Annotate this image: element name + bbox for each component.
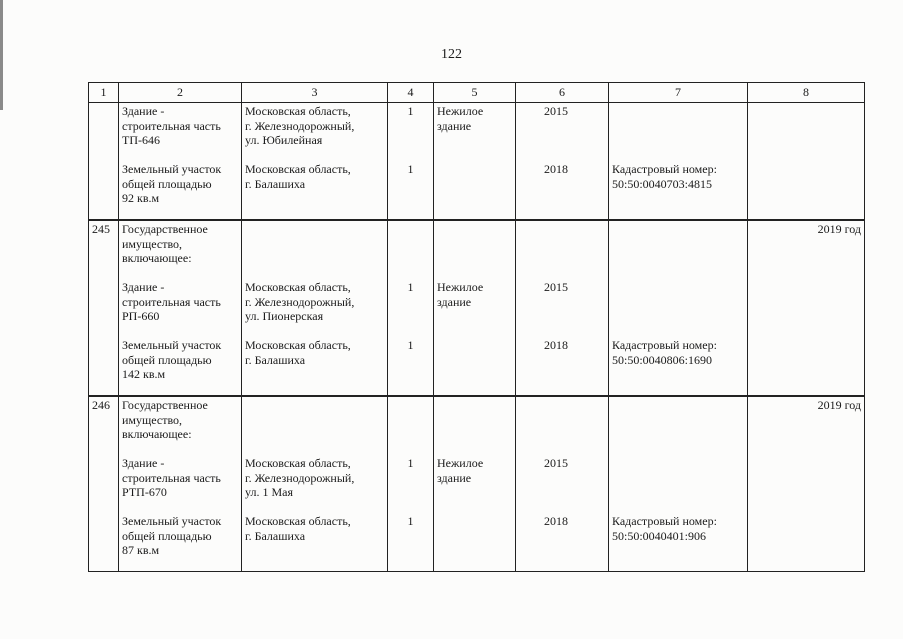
parent-description: Государственное имущество, включающее: bbox=[122, 398, 208, 441]
column-header-4: 4 bbox=[388, 83, 434, 103]
cell-cadastre bbox=[609, 220, 748, 396]
spacer bbox=[437, 222, 512, 280]
cell-type bbox=[434, 103, 516, 221]
item-cadastre: Кадастровый номер: 50:50:0040703:4815 bbox=[612, 162, 717, 191]
cell-year: 2019 год bbox=[748, 396, 865, 572]
item-type bbox=[437, 338, 512, 394]
table-row bbox=[89, 103, 865, 221]
item-name: Здание - строительная часть РТП-670 bbox=[122, 456, 221, 499]
item-name: Здание - строительная часть ТП-646 bbox=[122, 104, 221, 147]
column-header-8: 8 bbox=[748, 83, 865, 103]
cell-cadastre bbox=[609, 396, 748, 572]
table-row bbox=[89, 396, 865, 572]
cell-year: 2019 год bbox=[748, 220, 865, 396]
spacer bbox=[612, 398, 744, 456]
item-type: Нежилое здание bbox=[437, 456, 484, 485]
item-type bbox=[437, 514, 512, 570]
cell-name bbox=[119, 103, 242, 221]
column-header-3: 3 bbox=[242, 83, 388, 103]
page-number: 122 bbox=[441, 47, 462, 62]
column-header-6: 6 bbox=[516, 83, 609, 103]
table-row bbox=[89, 220, 865, 396]
item-name: Земельный участок общей площадью 142 кв.м bbox=[122, 338, 222, 381]
item-cadastre bbox=[612, 456, 744, 514]
cell-built bbox=[516, 103, 609, 221]
cell-name bbox=[119, 220, 242, 396]
item-type bbox=[437, 162, 512, 218]
item-address: Московская область, г. Балашиха bbox=[245, 338, 351, 367]
property-table bbox=[88, 82, 865, 572]
item-built: 2018 bbox=[544, 162, 568, 176]
row-number: 245 bbox=[89, 220, 119, 396]
item-qty: 1 bbox=[407, 162, 414, 176]
spacer bbox=[391, 398, 430, 456]
spacer bbox=[612, 222, 744, 280]
cell-address bbox=[242, 220, 388, 396]
column-header-5: 5 bbox=[434, 83, 516, 103]
item-name: Земельный участок общей площадью 92 кв.м bbox=[122, 162, 222, 205]
item-built: 2018 bbox=[544, 338, 568, 352]
column-header-1: 1 bbox=[89, 83, 119, 103]
item-cadastre: Кадастровый номер: 50:50:0040806:1690 bbox=[612, 338, 717, 367]
item-built: 2015 bbox=[544, 104, 568, 118]
column-header-2: 2 bbox=[119, 83, 242, 103]
cell-qty bbox=[388, 220, 434, 396]
cell-address bbox=[242, 396, 388, 572]
item-address: Московская область, г. Железнодорожный, ул. Пионерская bbox=[245, 280, 355, 323]
item-address: Московская область, г. Балашиха bbox=[245, 514, 351, 543]
spacer bbox=[391, 222, 430, 280]
item-qty: 1 bbox=[407, 338, 414, 352]
item-qty: 1 bbox=[407, 280, 414, 294]
spacer bbox=[437, 398, 512, 456]
item-type: Нежилое здание bbox=[437, 280, 484, 309]
item-built: 2015 bbox=[544, 456, 568, 470]
cell-type bbox=[434, 220, 516, 396]
cell-type bbox=[434, 396, 516, 572]
header-row bbox=[89, 83, 865, 103]
item-qty: 1 bbox=[407, 104, 414, 118]
spacer bbox=[245, 398, 384, 456]
cell-address bbox=[242, 103, 388, 221]
item-qty: 1 bbox=[407, 456, 414, 470]
item-built: 2018 bbox=[544, 514, 568, 528]
item-address: Московская область, г. Железнодорожный, ул. Юбилейная bbox=[245, 104, 355, 147]
parent-description: Государственное имущество, включающее: bbox=[122, 222, 208, 265]
cell-cadastre bbox=[609, 103, 748, 221]
item-name: Здание - строительная часть РП-660 bbox=[122, 280, 221, 323]
item-built: 2015 bbox=[544, 280, 568, 294]
item-qty: 1 bbox=[407, 514, 414, 528]
spacer bbox=[245, 222, 384, 280]
cell-built bbox=[516, 220, 609, 396]
cell-qty bbox=[388, 396, 434, 572]
item-address: Московская область, г. Балашиха bbox=[245, 162, 351, 191]
row-number bbox=[89, 103, 119, 221]
cell-qty bbox=[388, 103, 434, 221]
row-number: 246 bbox=[89, 396, 119, 572]
item-cadastre: Кадастровый номер: 50:50:0040401:906 bbox=[612, 514, 717, 543]
spacer bbox=[519, 222, 608, 280]
column-header-7: 7 bbox=[609, 83, 748, 103]
cell-year bbox=[748, 103, 865, 221]
item-cadastre bbox=[612, 280, 744, 338]
item-name: Земельный участок общей площадью 87 кв.м bbox=[122, 514, 222, 557]
item-cadastre bbox=[612, 104, 744, 162]
item-type: Нежилое здание bbox=[437, 104, 484, 133]
cell-name bbox=[119, 396, 242, 572]
cell-built bbox=[516, 396, 609, 572]
item-address: Московская область, г. Железнодорожный, ул. 1 Мая bbox=[245, 456, 355, 499]
spacer bbox=[519, 398, 608, 456]
